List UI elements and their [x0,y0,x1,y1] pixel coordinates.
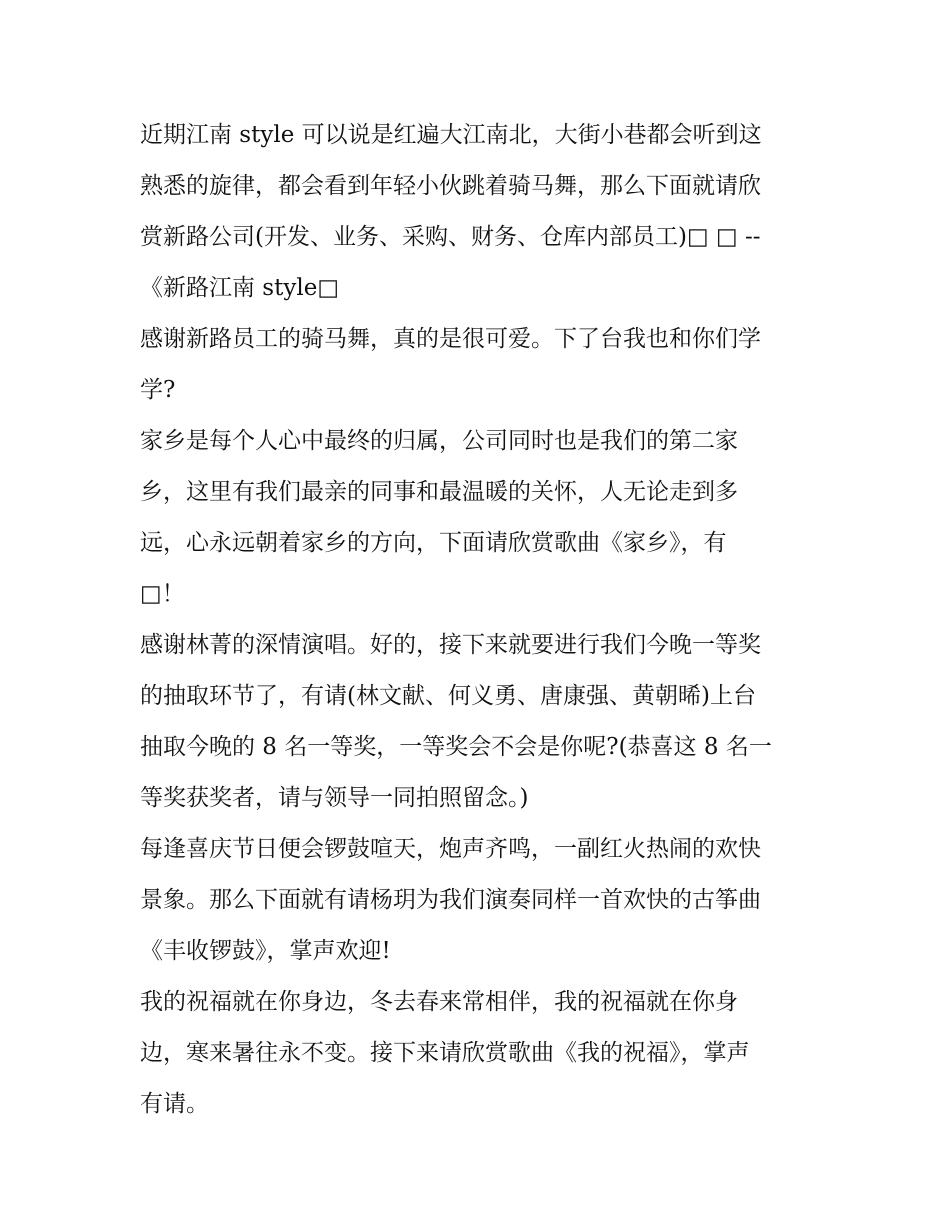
text-line: 边，寒来暑往永不变。接下来请欣赏歌曲《我的祝福》，掌声 [140,1040,750,1066]
text-line: 等奖获奖者，请与领导一同拍照留念。) [140,785,529,811]
text-line: 感谢林菁的深情演唱。好的，接下来就要进行我们今晚一等奖 [140,632,761,658]
text-line: 熟悉的旋律，都会看到年轻小伙跳着骑马舞，那么下面就请欣 [140,173,761,199]
text-line: 赏新路公司(开发、业务、采购、财务、仓库内部员工)□ □ -- [140,224,761,250]
text-line: 有请。 [140,1091,209,1117]
text-line: 《丰收锣鼓》，掌声欢迎! [140,938,391,964]
text-line: □！ [140,581,185,607]
text-line: 每逢喜庆节日便会锣鼓喧天，炮声齐鸣，一副红火热闹的欢快 [140,836,761,862]
text-line: 《新路江南 style□ [140,275,340,301]
text-line: 感谢新路员工的骑马舞，真的是很可爱。下了台我也和你们学 [140,326,761,352]
text-line: 家乡是每个人心中最终的归属，公司同时也是我们的第二家 [140,428,738,454]
text-line: 的抽取环节了，有请(林文献、何义勇、唐康强、黄朝晞)上台 [140,683,756,709]
document-body [140,110,830,1130]
text-line: 远，心永远朝着家乡的方向，下面请欣赏歌曲《家乡》，有 [140,530,727,556]
text-line: 乡，这里有我们最亲的同事和最温暖的关怀，人无论走到多 [140,479,738,505]
text-line: 近期江南 style 可以说是红遍大江南北，大街小巷都会听到这 [140,122,762,148]
text-line: 抽取今晚的 8 名一等奖，一等奖会不会是你呢?(恭喜这 8 名一 [140,734,772,760]
text-line: 学? [140,377,176,403]
text-line: 景象。那么下面就有请杨玥为我们演奏同样一首欢快的古筝曲 [140,887,761,913]
text-line: 我的祝福就在你身边，冬去春来常相伴，我的祝福就在你身 [140,989,738,1015]
